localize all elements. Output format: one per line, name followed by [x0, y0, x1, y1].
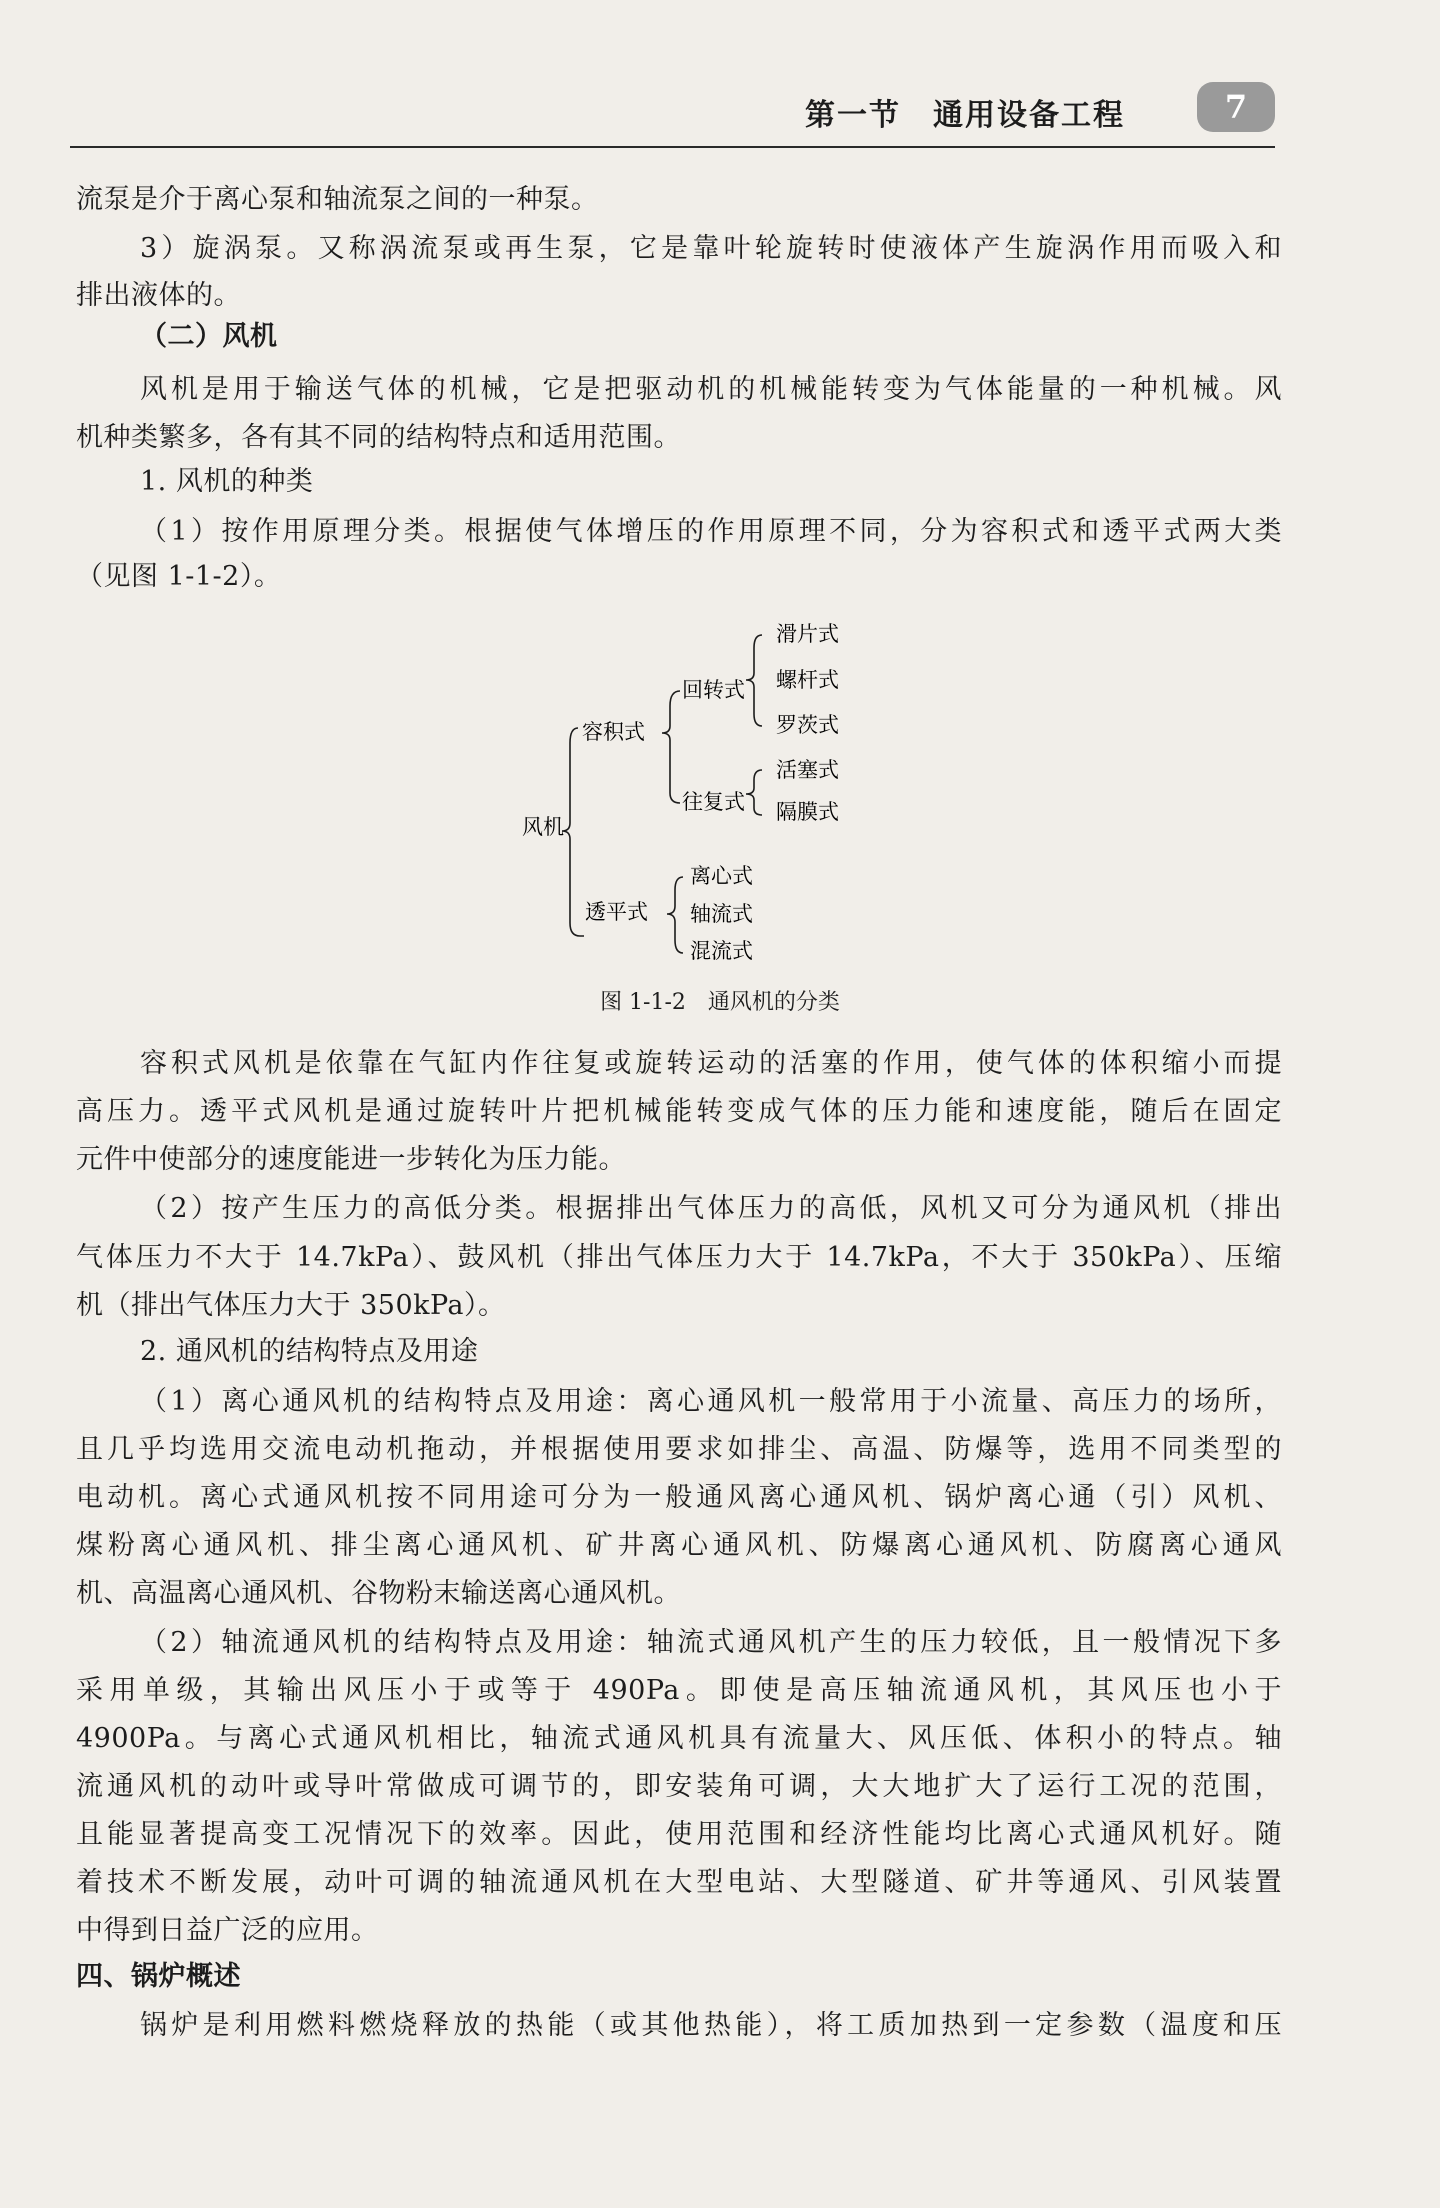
node-rotary-group: 容积式	[582, 720, 645, 744]
text-line: （1）按作用原理分类。根据使气体增压的作用原理不同，分为容积式和透平式两大类	[140, 516, 1282, 547]
text-line: 风机是用于输送气体的机械，它是把驱动机的机械能转变为气体能量的一种机械。风	[140, 374, 1282, 405]
text-line: 机（排出气体压力大于 350kPa）。	[76, 1290, 506, 1321]
text-line: 煤粉离心通风机、排尘离心通风机、矿井离心通风机、防爆离心通风机、防腐离心通风	[76, 1530, 1282, 1561]
numbered-heading: 1. 风机的种类	[140, 466, 314, 497]
node-reciprocating-item: 隔膜式	[776, 800, 839, 824]
node-reciprocating-item: 活塞式	[776, 758, 839, 782]
text-line: （2）轴流通风机的结构特点及用途：轴流式通风机产生的压力较低，且一般情况下多	[140, 1627, 1282, 1658]
text-line: 机种类繁多，各有其不同的结构特点和适用范围。	[76, 422, 681, 453]
node-turbo-item: 混流式	[690, 939, 753, 963]
text-line: 电动机。离心式通风机按不同用途可分为一般通风离心通风机、锅炉离心通（引）风机、	[76, 1482, 1282, 1513]
text-line: 3）旋涡泵。又称涡流泵或再生泵，它是靠叶轮旋转时使液体产生旋涡作用而吸入和	[140, 233, 1282, 264]
text-line: （1）离心通风机的结构特点及用途：离心通风机一般常用于小流量、高压力的场所，	[140, 1386, 1282, 1417]
text-line: 机、高温离心通风机、谷物粉末输送离心通风机。	[76, 1578, 681, 1609]
page-number-badge: 7	[1197, 82, 1275, 132]
text-line: （2）按产生压力的高低分类。根据排出气体压力的高低，风机又可分为通风机（排出	[140, 1193, 1282, 1224]
text-line: 气体压力不大于 14.7kPa）、鼓风机（排出气体压力大于 14.7kPa，不大于 350kPa）、压缩	[76, 1242, 1282, 1273]
text-line: 且几乎均选用交流电动机拖动，并根据使用要求如排尘、高温、防爆等，选用不同类型的	[76, 1434, 1282, 1465]
node-turbo-item: 轴流式	[690, 902, 753, 926]
text-line: 流泵是介于离心泵和轴流泵之间的一种泵。	[76, 184, 599, 215]
brace-reciprocating	[746, 770, 762, 815]
numbered-heading: 2. 通风机的结构特点及用途	[140, 1336, 479, 1367]
text-line: 锅炉是利用燃料燃烧释放的热能（或其他热能），将工质加热到一定参数（温度和压	[140, 2010, 1282, 2041]
text-line: 中得到日益广泛的应用。	[76, 1915, 379, 1946]
node-rotary-item: 罗茨式	[776, 713, 839, 737]
text-line: 4900Pa。与离心式通风机相比，轴流式通风机具有流量大、风压低、体积小的特点。轴	[76, 1723, 1282, 1754]
text-line: （见图 1-1-2）。	[76, 561, 282, 592]
section-title: 第一节 通用设备工程	[805, 98, 1125, 133]
brace-rotary-group	[662, 691, 680, 803]
node-turbo-item: 离心式	[690, 864, 753, 888]
node-rotary-item: 滑片式	[776, 622, 839, 646]
text-line: 高压力。透平式风机是通过旋转叶片把机械能转变成气体的压力能和速度能，随后在固定	[76, 1096, 1282, 1127]
text-line: 元件中使部分的速度能进一步转化为压力能。	[76, 1144, 626, 1175]
text-line: 排出液体的。	[76, 280, 241, 311]
brace-root	[562, 728, 584, 936]
node-rotary-item: 螺杆式	[776, 668, 839, 692]
node-root: 风机	[522, 815, 564, 839]
text-line: 采用单级，其输出风压小于或等于 490Pa。即使是高压轴流通风机，其风压也小于	[76, 1675, 1282, 1706]
page-header	[70, 78, 1275, 148]
text-line: 流通风机的动叶或导叶常做成可调节的，即安装角可调，大大地扩大了运行工况的范围，	[76, 1771, 1282, 1802]
brace-turbo	[667, 877, 683, 953]
node-reciprocating: 往复式	[682, 790, 745, 814]
fan-classification-diagram	[500, 618, 880, 983]
text-line: 且能显著提高变工况情况下的效率。因此，使用范围和经济性能均比离心式通风机好。随	[76, 1819, 1282, 1850]
subsection-heading: （二）风机	[140, 321, 278, 352]
node-rotary: 回转式	[682, 678, 745, 702]
brace-rotary	[746, 635, 762, 726]
node-turbo-group: 透平式	[585, 900, 648, 924]
section-heading: 四、锅炉概述	[76, 1961, 241, 1992]
text-line: 着技术不断发展，动叶可调的轴流通风机在大型电站、大型隧道、矿井等通风、引风装置	[76, 1867, 1282, 1898]
figure-caption: 图 1-1-2 通风机的分类	[600, 990, 840, 1015]
text-line: 容积式风机是依靠在气缸内作往复或旋转运动的活塞的作用，使气体的体积缩小而提	[140, 1048, 1282, 1079]
